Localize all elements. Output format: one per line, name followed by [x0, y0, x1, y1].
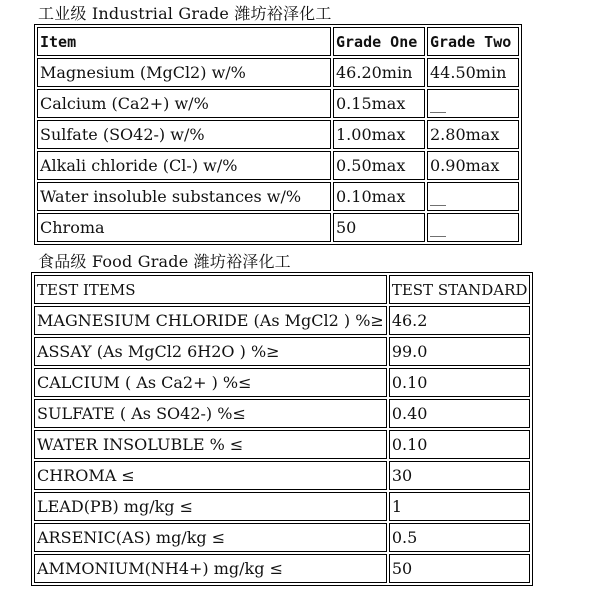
table-cell: 0.10 — [389, 430, 531, 459]
table-cell: WATER INSOLUBLE % ≤ — [34, 430, 387, 459]
table-cell: 0.15max — [333, 89, 425, 118]
table-cell: __ — [427, 213, 519, 242]
table-cell: Sulfate (SO42-) w/% — [37, 120, 331, 149]
table-row — [34, 492, 530, 521]
table-row — [37, 120, 519, 149]
table-cell: 30 — [389, 461, 531, 490]
table-row — [34, 461, 530, 490]
table-cell: 0.10 — [389, 368, 531, 397]
table-cell: 1.00max — [333, 120, 425, 149]
table-row — [34, 399, 530, 428]
table-cell: __ — [427, 182, 519, 211]
table-row — [37, 182, 519, 211]
table-cell: __ — [427, 89, 519, 118]
header-cell-grade-two: Grade Two — [427, 27, 519, 56]
table-cell: AMMONIUM(NH4+) mg/kg ≤ — [34, 554, 387, 583]
table-cell: 46.20min — [333, 58, 425, 87]
table-cell: 46.2 — [389, 306, 531, 335]
table-cell: MAGNESIUM CHLORIDE (As MgCl2 ) %≥ — [34, 306, 387, 335]
table-cell: SULFATE ( As SO42-) %≤ — [34, 399, 387, 428]
table-cell: 50 — [389, 554, 531, 583]
table-row — [34, 430, 530, 459]
table-cell: 0.40 — [389, 399, 531, 428]
table-cell: Chroma — [37, 213, 331, 242]
table-cell: ASSAY (As MgCl2 6H2O ) %≥ — [34, 337, 387, 366]
table-cell: Alkali chloride (Cl-) w/% — [37, 151, 331, 180]
table-cell: ARSENIC(AS) mg/kg ≤ — [34, 523, 387, 552]
header-cell-item: Item — [37, 27, 331, 56]
table-cell: Magnesium (MgCl2) w/% — [37, 58, 331, 87]
table-header-row — [34, 275, 530, 304]
table-cell: 0.50max — [333, 151, 425, 180]
industrial-grade-table — [34, 24, 522, 245]
table-cell: CALCIUM ( As Ca2+ ) %≤ — [34, 368, 387, 397]
table-header-row — [37, 27, 519, 56]
table-row — [34, 368, 530, 397]
table-cell: 2.80max — [427, 120, 519, 149]
food-grade-table — [31, 272, 533, 586]
table-cell: Calcium (Ca2+) w/% — [37, 89, 331, 118]
table-cell: 0.5 — [389, 523, 531, 552]
table-cell: 50 — [333, 213, 425, 242]
table-row — [37, 58, 519, 87]
table-row — [34, 523, 530, 552]
table-cell: 44.50min — [427, 58, 519, 87]
table-row — [37, 151, 519, 180]
header-cell-grade-one: Grade One — [333, 27, 425, 56]
table-cell: 0.10max — [333, 182, 425, 211]
table-row — [34, 337, 530, 366]
table-row — [34, 306, 530, 335]
industrial-grade-title: 工业级 Industrial Grade 潍坊裕泽化工 — [38, 4, 332, 23]
table-cell: CHROMA ≤ — [34, 461, 387, 490]
table-row — [37, 213, 519, 242]
table-cell: 0.90max — [427, 151, 519, 180]
header-cell-test-standard: TEST STANDARD — [389, 275, 531, 304]
table-cell: 1 — [389, 492, 531, 521]
table-row — [34, 554, 530, 583]
food-grade-title: 食品级 Food Grade 潍坊裕泽化工 — [38, 252, 291, 271]
table-row — [37, 89, 519, 118]
table-cell: Water insoluble substances w/% — [37, 182, 331, 211]
table-cell: LEAD(PB) mg/kg ≤ — [34, 492, 387, 521]
header-cell-test-items: TEST ITEMS — [34, 275, 387, 304]
table-cell: 99.0 — [389, 337, 531, 366]
